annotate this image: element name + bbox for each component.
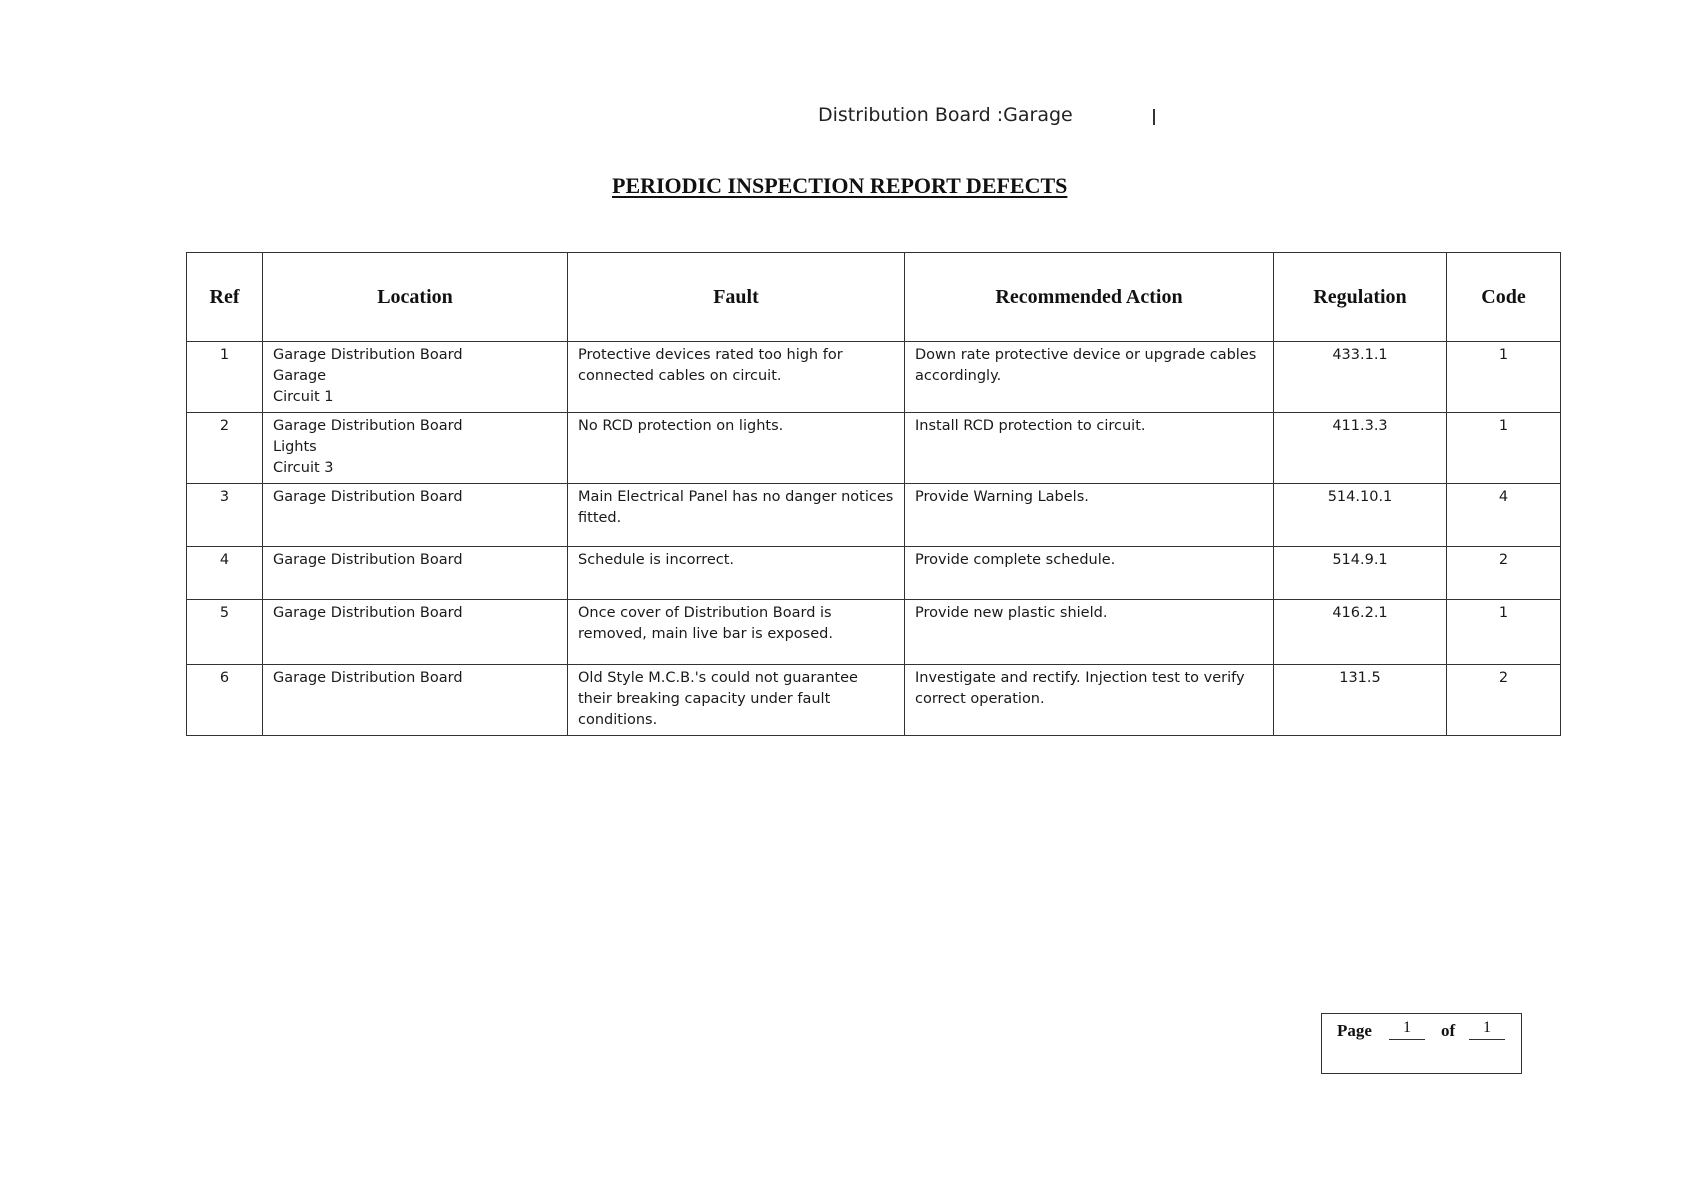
- total-pages-number: 1: [1469, 1019, 1505, 1040]
- location-line: Circuit 1: [273, 389, 334, 405]
- current-page-number: 1: [1389, 1019, 1425, 1040]
- cell-ref: 1: [187, 342, 263, 413]
- location-line: Garage Distribution Board: [273, 552, 463, 568]
- cell-ref: 4: [187, 547, 263, 600]
- column-header-ref: Ref: [187, 253, 263, 342]
- location-line: Lights: [273, 439, 317, 455]
- cell-regulation: 514.9.1: [1274, 547, 1447, 600]
- location-line: Garage Distribution Board: [273, 347, 463, 363]
- cell-ref: 3: [187, 484, 263, 547]
- cell-code: 2: [1447, 547, 1561, 600]
- column-header-recommended-action: Recommended Action: [905, 253, 1274, 342]
- cell-regulation: 433.1.1: [1274, 342, 1447, 413]
- cell-location: [263, 484, 568, 547]
- cell-recommended-action: Provide complete schedule.: [905, 547, 1274, 600]
- cell-code: 1: [1447, 600, 1561, 665]
- cell-fault: Schedule is incorrect.: [568, 547, 905, 600]
- location-line: Garage: [273, 368, 327, 384]
- page-label: Page: [1337, 1021, 1372, 1040]
- report-title: PERIODIC INSPECTION REPORT DEFECTS: [612, 173, 1068, 198]
- column-header-regulation: Regulation: [1274, 253, 1447, 342]
- cell-regulation: 416.2.1: [1274, 600, 1447, 665]
- cell-code: 1: [1447, 342, 1561, 413]
- tick-mark: [1153, 109, 1155, 125]
- page-number-box: [1321, 1013, 1522, 1074]
- cell-code: 1: [1447, 413, 1561, 484]
- location-line: Circuit 3: [273, 460, 334, 476]
- board-title: Distribution Board :Garage: [818, 104, 1073, 126]
- cell-ref: 6: [187, 665, 263, 736]
- cell-recommended-action: Install RCD protection to circuit.: [905, 413, 1274, 484]
- cell-code: 2: [1447, 665, 1561, 736]
- cell-fault: No RCD protection on lights.: [568, 413, 905, 484]
- table-row: [187, 547, 1561, 600]
- of-label: of: [1441, 1021, 1456, 1040]
- table-row: [187, 413, 1561, 484]
- column-header-fault: Fault: [568, 253, 905, 342]
- table-row: [187, 484, 1561, 547]
- defects-table: [186, 252, 1561, 736]
- cell-recommended-action: Investigate and rectify. Injection test to verify correct operation.: [905, 665, 1274, 736]
- location-line: Garage Distribution Board: [273, 670, 463, 686]
- cell-fault: Main Electrical Panel has no danger notices fitted.: [568, 484, 905, 547]
- cell-location: [263, 547, 568, 600]
- table-header-row: [187, 253, 1561, 342]
- column-header-location: Location: [263, 253, 568, 342]
- cell-recommended-action: Down rate protective device or upgrade cables accordingly.: [905, 342, 1274, 413]
- cell-regulation: 131.5: [1274, 665, 1447, 736]
- cell-location: [263, 342, 568, 413]
- table-row: [187, 342, 1561, 413]
- cell-recommended-action: Provide new plastic shield.: [905, 600, 1274, 665]
- cell-location: [263, 665, 568, 736]
- cell-location: [263, 600, 568, 665]
- cell-fault: Old Style M.C.B.'s could not guarantee their breaking capacity under fault conditions.: [568, 665, 905, 736]
- table-row: [187, 600, 1561, 665]
- location-line: Garage Distribution Board: [273, 489, 463, 505]
- cell-location: [263, 413, 568, 484]
- cell-fault: Protective devices rated too high for connected cables on circuit.: [568, 342, 905, 413]
- cell-recommended-action: Provide Warning Labels.: [905, 484, 1274, 547]
- table-row: [187, 665, 1561, 736]
- cell-regulation: 411.3.3: [1274, 413, 1447, 484]
- cell-ref: 2: [187, 413, 263, 484]
- location-line: Garage Distribution Board: [273, 605, 463, 621]
- cell-fault: Once cover of Distribution Board is removed, main live bar is exposed.: [568, 600, 905, 665]
- cell-regulation: 514.10.1: [1274, 484, 1447, 547]
- location-line: Garage Distribution Board: [273, 418, 463, 434]
- cell-ref: 5: [187, 600, 263, 665]
- cell-code: 4: [1447, 484, 1561, 547]
- column-header-code: Code: [1447, 253, 1561, 342]
